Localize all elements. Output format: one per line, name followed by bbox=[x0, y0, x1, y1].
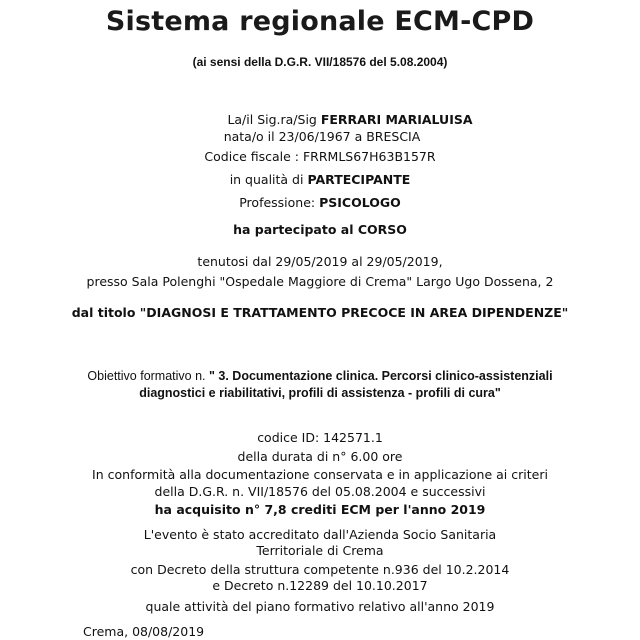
credits-acquired: ha acquisito n° 7,8 crediti ECM per l'anno 2019 bbox=[154, 502, 486, 517]
course-location: presso Sala Polenghi "Ospedale Maggiore di Crema" Largo Ugo Dossena, 2 bbox=[86, 274, 554, 289]
participant-name-line bbox=[30, 114, 640, 127]
course-title-label: dal titolo bbox=[71, 305, 140, 320]
participant-name: FERRARI MARIALUISA bbox=[320, 112, 473, 127]
course-title: "DIAGNOSI E TRATTAMENTO PRECOCE IN AREA DIPENDENZE" bbox=[139, 305, 569, 320]
participated-heading: ha partecipato al CORSO bbox=[233, 222, 407, 237]
conformity-line-2: della D.G.R. n. VII/18576 del 05.08.2004 e successivi bbox=[154, 484, 486, 499]
participant-fiscal-code-line bbox=[0, 151, 640, 164]
fiscal-code-value: FRRMLS67H63B157R bbox=[302, 149, 436, 164]
course-title-line bbox=[0, 307, 640, 320]
profession-label: Professione: bbox=[239, 195, 320, 210]
objective-line-2: diagnostici e riabilitativi, profili di assistenza - profili di cura" bbox=[139, 386, 501, 400]
course-dates: tenutosi dal 29/05/2019 al 29/05/2019, bbox=[197, 254, 443, 269]
role-label: in qualità di bbox=[229, 172, 308, 187]
role-value: PARTECIPANTE bbox=[307, 172, 411, 187]
objective-label: Obiettivo formativo n. bbox=[87, 369, 209, 383]
conformity-line-1: In conformità alla documentazione conservata e in applicazione ai criteri bbox=[92, 467, 548, 482]
accreditation-line-1: L'evento è stato accreditato dall'Azienda Socio Sanitaria bbox=[143, 527, 497, 542]
participant-role-line bbox=[0, 174, 640, 187]
code-id: codice ID: 142571.1 bbox=[257, 430, 383, 445]
objective-line-1 bbox=[0, 370, 640, 383]
profession-value: PSICOLOGO bbox=[319, 195, 401, 210]
participant-birth: nata/o il 23/06/1967 a BRESCIA bbox=[223, 129, 421, 144]
document-subtitle: (ai sensi della D.G.R. VII/18576 del 5.08.2004) bbox=[192, 55, 448, 69]
duration: della durata di n° 6.00 ore bbox=[237, 449, 403, 464]
participant-profession-line bbox=[0, 197, 640, 210]
plan-statement: quale attività del piano formativo relativo all'anno 2019 bbox=[145, 599, 495, 614]
accreditation-line-2: Territoriale di Crema bbox=[256, 543, 384, 558]
accreditation-line-4: e Decreto n.12289 del 10.10.2017 bbox=[212, 578, 428, 593]
accreditation-line-3: con Decreto della struttura competente n.936 del 10.2.2014 bbox=[130, 562, 510, 577]
fiscal-code-label: Codice fiscale : bbox=[204, 149, 303, 164]
objective-text-1: " 3. Documentazione clinica. Percorsi clinico-assistenziali bbox=[209, 369, 553, 383]
participant-intro-label: La/il Sig.ra/Sig bbox=[227, 112, 321, 127]
document-title: Sistema regionale ECM-CPD bbox=[105, 6, 535, 37]
place-date: Crema, 08/08/2019 bbox=[83, 624, 205, 639]
